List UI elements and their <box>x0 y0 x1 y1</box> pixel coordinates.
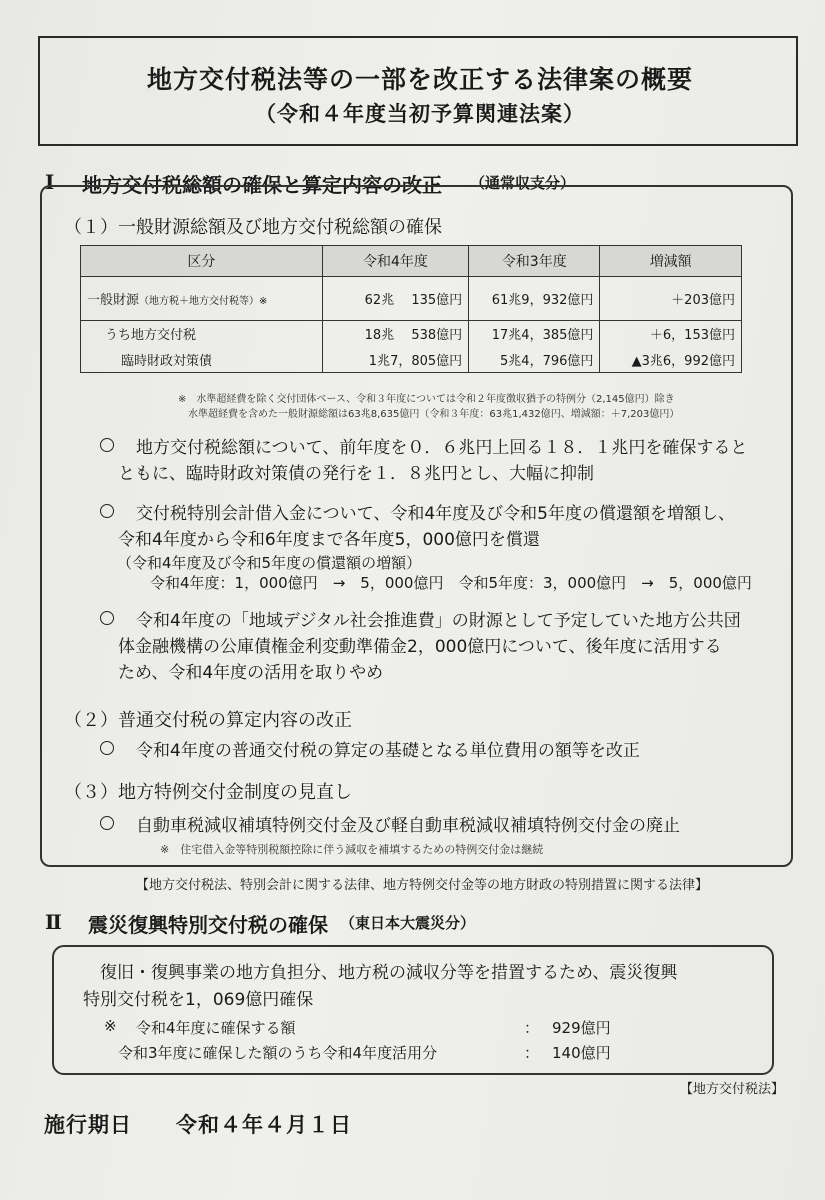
section2-body-line1: 復旧・復興事業の地方負担分、地方税の減収分等を措置するため、震災復興 <box>100 963 678 983</box>
bullet3-line1: 令和4年度の「地域デジタル社会推進費」の財源として予定していた地方公共団 <box>136 611 741 631</box>
bullet-circle-icon <box>100 611 114 625</box>
row3-label: 臨時財政対策債 <box>81 347 323 373</box>
table-row <box>81 347 742 373</box>
row1-r3: 61兆9，932億円 <box>469 277 600 321</box>
sub2-bullet: 令和4年度の普通交付税の算定の基礎となる単位費用の額等を改正 <box>136 741 640 761</box>
row3-r4: 1兆7，805億円 <box>322 347 468 373</box>
document-subtitle: （令和４年度当初予算関連法案） <box>255 102 585 126</box>
section1-heading: 地方交付税総額の確保と算定内容の改正 <box>82 173 442 197</box>
section2-item1-value: 929億円 <box>552 1019 611 1037</box>
bullet2-line1: 交付税特別会計借入金について、令和4年度及び令和5年度の償還額を増額し、 <box>136 504 735 524</box>
sub3-heading: （３）地方特例交付金制度の見直し <box>64 782 352 803</box>
section2-note: （東日本大震災分） <box>340 914 476 932</box>
bullet2-detail: 令和4年度：1，000億円 → 5，000億円 令和5年度：3，000億円 → 5，000億円 <box>150 574 752 592</box>
section2-item1-label: 令和4年度に確保する額 <box>136 1019 296 1037</box>
row2-r4: 18兆 538億円 <box>322 321 468 347</box>
bullet3-line3: ため、令和4年度の活用を取りやめ <box>118 663 384 683</box>
section1-note: （通常収支分） <box>470 174 576 192</box>
section2-number: Ⅱ <box>45 910 62 934</box>
section2-laws: 【地方交付税法】 <box>680 1082 785 1097</box>
row3-r3: 5兆4，796億円 <box>469 347 600 373</box>
bullet3-line2: 体金融機構の公庫債権金利変動準備金2，000億円について、後年度に活用する <box>118 637 722 657</box>
bullet2-line2: 令和4年度から令和6年度まで各年度5，000億円を償還 <box>118 530 540 550</box>
bullet1-line2: ともに、臨時財政対策債の発行を１．８兆円とし、大幅に抑制 <box>118 464 594 484</box>
sub2-heading: （２）普通交付税の算定内容の改正 <box>64 710 352 731</box>
table-note-1: ※ 水準超経費を除く交付団体ベース、令和３年度については令和２年度徴収猶予の特例分（2,145億円）除き <box>178 394 675 405</box>
bullet-circle-icon <box>100 504 114 518</box>
row1-r4: 62兆 135億円 <box>322 277 468 321</box>
table-header: 令和4年度 <box>322 246 468 277</box>
effective-label: 施行期日 <box>44 1113 132 1137</box>
bullet-circle-icon <box>100 741 114 755</box>
section2-heading: 震災復興特別交付税の確保 <box>88 913 328 937</box>
row2-diff: ＋6，153億円 <box>600 321 742 347</box>
section1-laws: 【地方交付税法、特別会計に関する法律、地方特例交付金等の地方財政の特別措置に関する法律】 <box>136 878 709 893</box>
table-header: 令和3年度 <box>469 246 600 277</box>
section1-number: Ⅰ <box>45 170 55 194</box>
document-title: 地方交付税法等の一部を改正する法律案の概要 <box>146 65 693 94</box>
section2-item2-value: 140億円 <box>552 1044 611 1062</box>
row1-label: 一般財源 <box>87 293 140 308</box>
budget-table <box>80 245 742 373</box>
table-header-row <box>81 246 742 277</box>
row3-diff: ▲3兆6，992億円 <box>600 347 742 373</box>
row2-r3: 17兆4，385億円 <box>469 321 600 347</box>
table-row <box>81 277 742 321</box>
section2-mark: ※ <box>104 1017 117 1035</box>
table-header: 増減額 <box>600 246 742 277</box>
sub1-heading: （１）一般財源総額及び地方交付税総額の確保 <box>64 217 442 238</box>
title-box <box>38 36 798 146</box>
bullet1-line1: 地方交付税総額について、前年度を０．６兆円上回る１８．１兆円を確保すると <box>136 438 748 458</box>
row1-diff: ＋203億円 <box>600 277 742 321</box>
table-row <box>81 321 742 347</box>
row2-label: うち地方交付税 <box>81 321 323 347</box>
row1-label-note: （地方税＋地方交付税等）※ <box>139 296 268 307</box>
section2-colon: ： <box>524 1019 540 1037</box>
section2-item2-label: 令和3年度に確保した額のうち令和4年度活用分 <box>118 1044 438 1062</box>
section2-colon: ： <box>524 1044 540 1062</box>
sub3-note: ※ 住宅借入金等特別税額控除に伴う減収を補填するための特例交付金は継続 <box>160 843 544 856</box>
bullet2-paren: （令和4年度及び令和5年度の償還額の増額） <box>117 554 422 572</box>
table-header: 区分 <box>81 246 323 277</box>
section2-body-line2: 特別交付税を1，069億円確保 <box>83 990 314 1010</box>
sub3-bullet: 自動車税減収補填特例交付金及び軽自動車税減収補填特例交付金の廃止 <box>136 816 680 836</box>
bullet-circle-icon <box>100 816 114 830</box>
effective-date: 令和４年４月１日 <box>176 1113 352 1137</box>
table-note-2: 水準超経費を含めた一般財源総額は63兆8,635億円（令和３年度：63兆1,432億円、増減額：＋7,203億円） <box>188 409 680 420</box>
bullet-circle-icon <box>100 438 114 452</box>
